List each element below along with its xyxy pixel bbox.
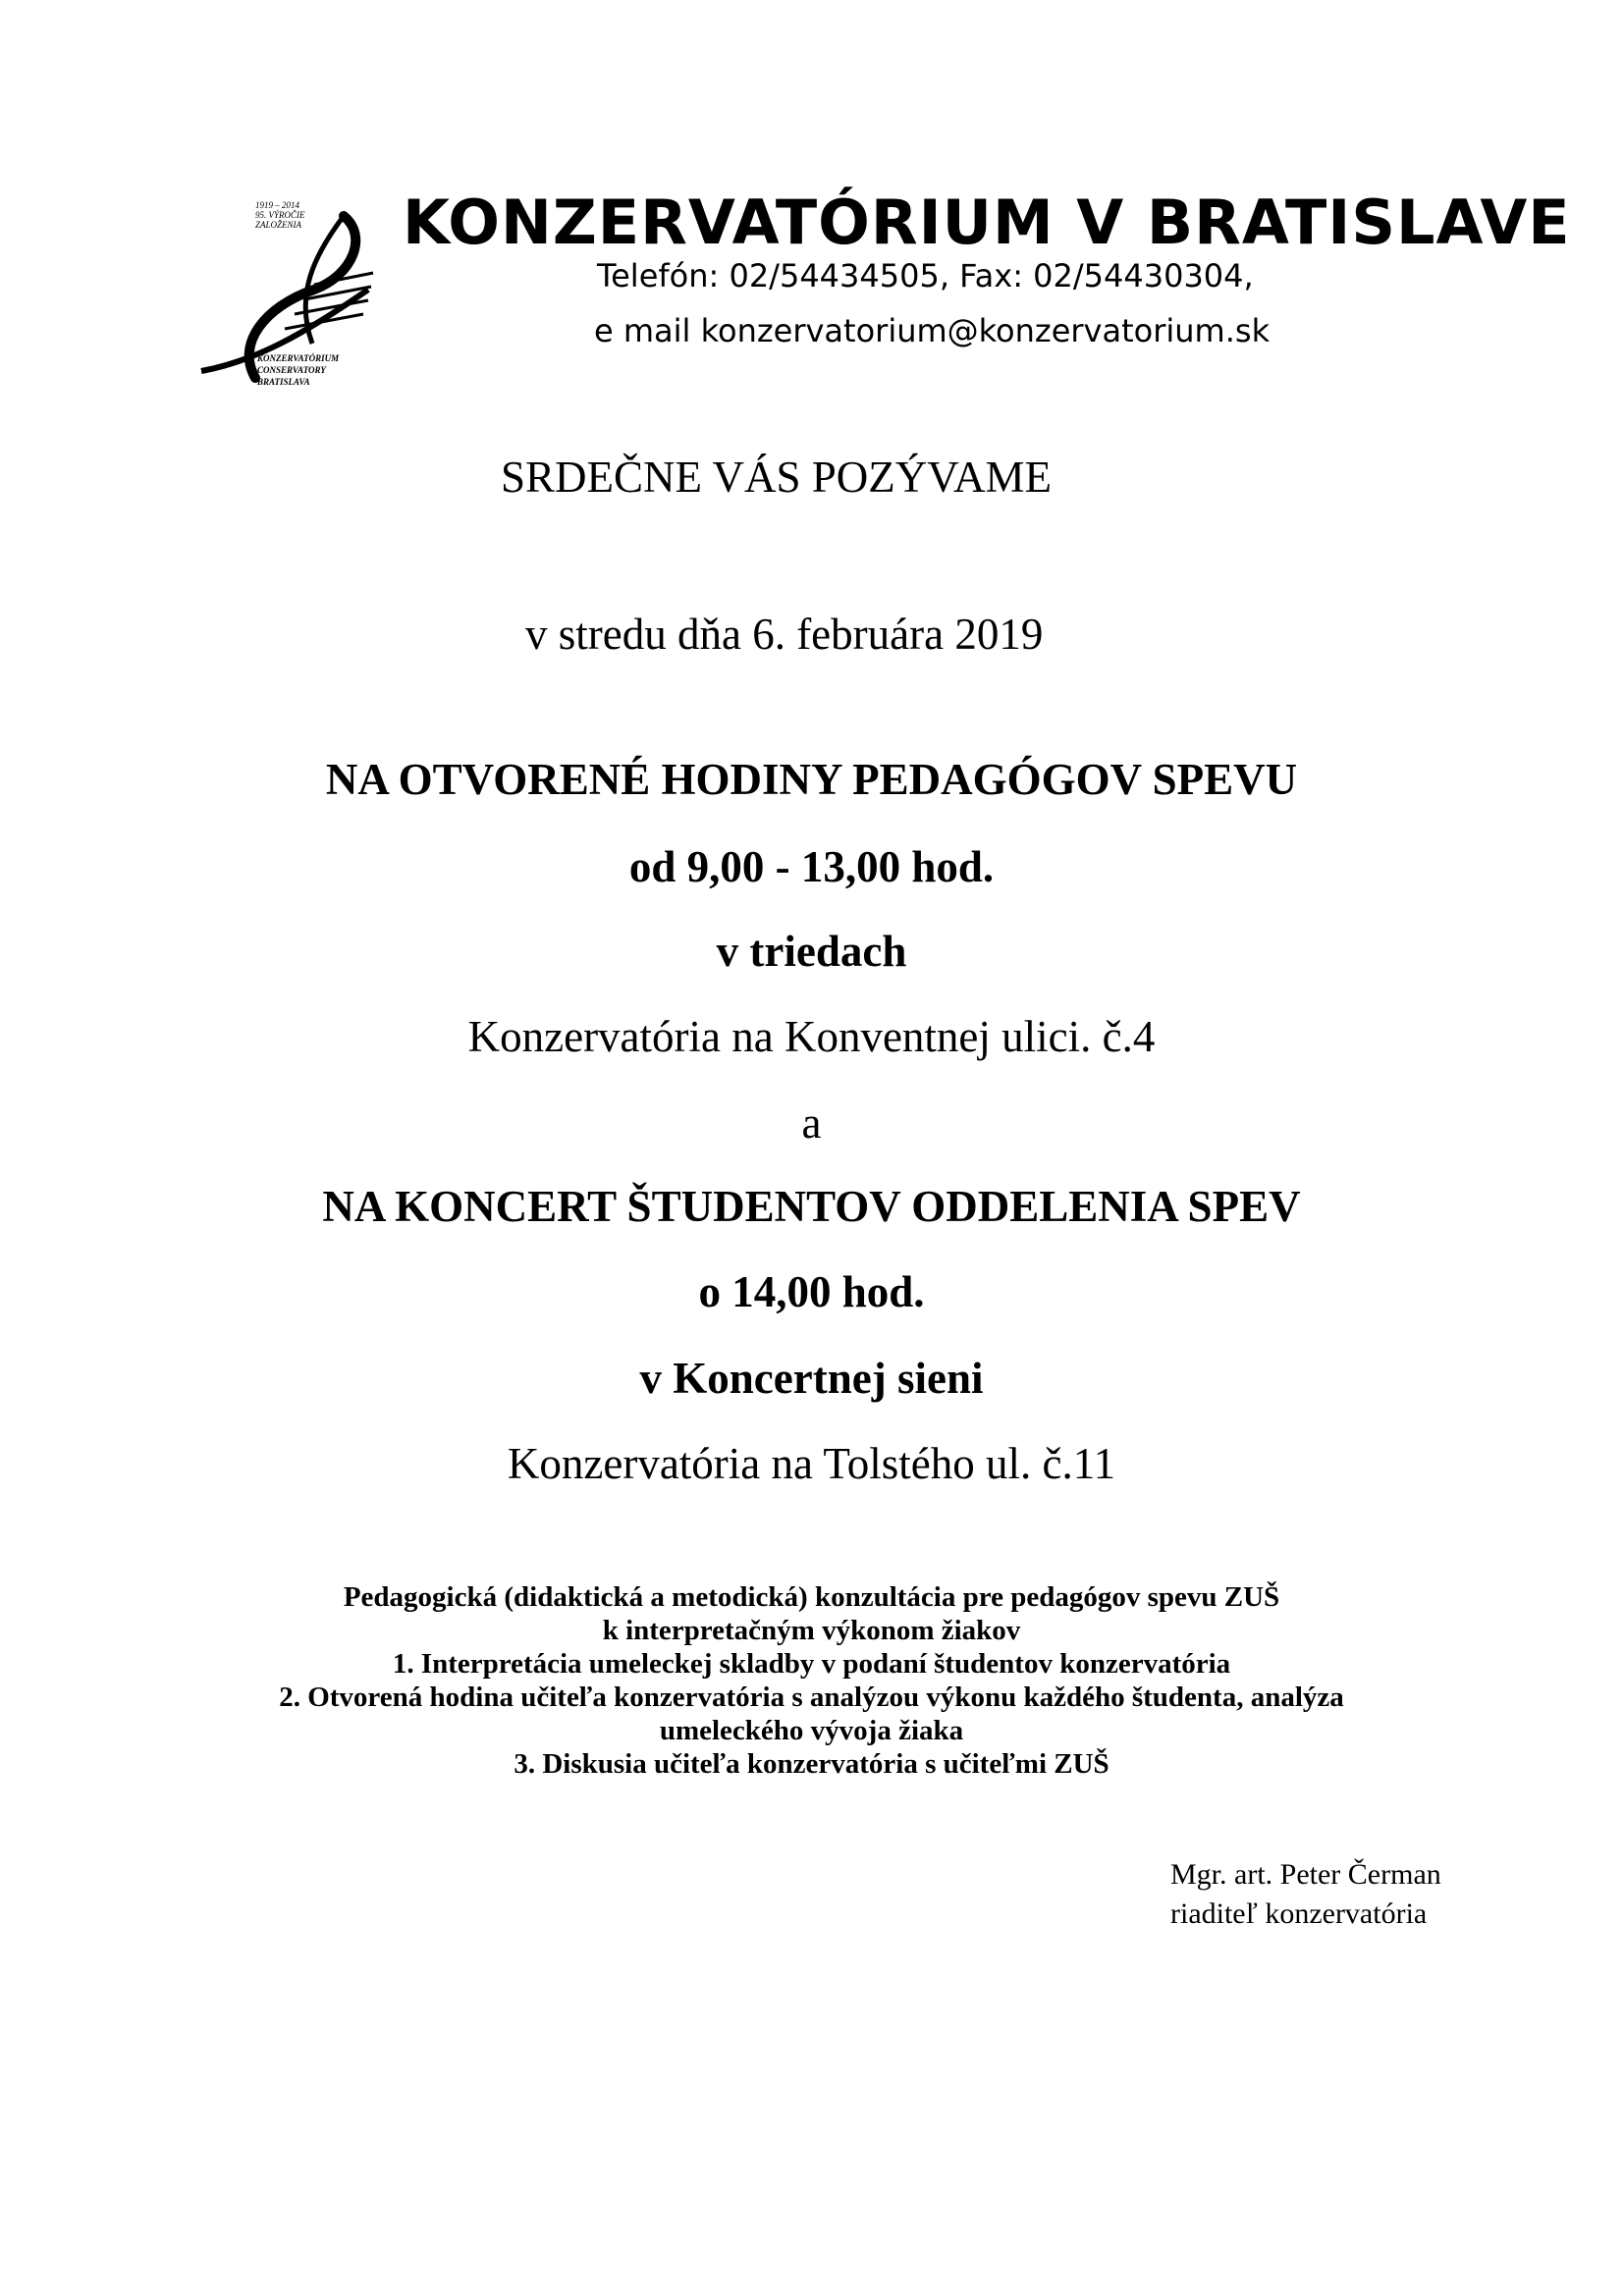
event2-time: o 14,00 hod. — [698, 1267, 925, 1316]
event2-place: Konzervatória na Tolstého ul. č.11 — [507, 1439, 1116, 1488]
conjunction: a — [801, 1098, 822, 1148]
logo-anniversary: 95. VÝROČIE — [255, 210, 305, 220]
consultation-intro-2: k interpretačným výkonom žiakov — [602, 1615, 1021, 1646]
logo-years: 1919 – 2014 — [255, 200, 299, 210]
event2-title: NA KONCERT ŠTUDENTOV ODDELENIA SPEV — [322, 1182, 1301, 1231]
consultation-block — [0, 1580, 1623, 1781]
consultation-item-3: 3. Diskusia učiteľa konzervatória s učiteľmi ZUŠ — [514, 1748, 1109, 1780]
event1-time: od 9,00 - 13,00 hod. — [628, 842, 995, 891]
logo-name-en: CONSERVATORY — [257, 365, 326, 375]
organization-name: KONZERVATÓRIUM V BRATISLAVE — [403, 187, 1571, 258]
logo-founding: ZALOŽENIA — [255, 220, 302, 230]
event1-title: NA OTVORENÉ HODINY PEDAGÓGOV SPEVU — [325, 755, 1298, 804]
invitation-greeting: SRDEČNE VÁS POZÝVAME — [501, 453, 1052, 502]
consultation-item-2: 2. Otvorená hodina učiteľa konzervatória s analýzou výkonu každého študenta, analýza — [279, 1682, 1344, 1713]
signatory-name: Mgr. art. Peter Čerman — [1170, 1858, 1441, 1891]
event-date: v stredu dňa 6. februára 2019 — [525, 610, 1044, 659]
contact-phone: Telefón: 02/54434505, Fax: 02/54430304, — [597, 257, 1254, 294]
consultation-item-2-cont: umeleckého vývoja žiaka — [659, 1715, 964, 1746]
consultation-intro: Pedagogická (didaktická a metodická) konzultácia pre pedagógov spevu ZUŠ — [343, 1581, 1280, 1613]
contact-email: e mail konzervatorium@konzervatorium.sk — [594, 312, 1271, 349]
logo-city: BRATISLAVA — [257, 377, 310, 387]
consultation-item-1: 1. Interpretácia umeleckej skladby v podaní študentov konzervatória — [392, 1648, 1231, 1680]
event1-place: Konzervatória na Konventnej ulici. č.4 — [467, 1012, 1156, 1061]
signature-block — [1170, 1855, 1441, 1934]
conservatory-logo — [196, 196, 383, 393]
signatory-title: riaditeľ konzervatória — [1170, 1897, 1428, 1930]
logo-name-sk: KONZERVATÓRIUM — [257, 353, 340, 363]
event1-place-prefix: v triedach — [716, 927, 907, 976]
event2-place-prefix: v Koncertnej sieni — [639, 1354, 984, 1403]
